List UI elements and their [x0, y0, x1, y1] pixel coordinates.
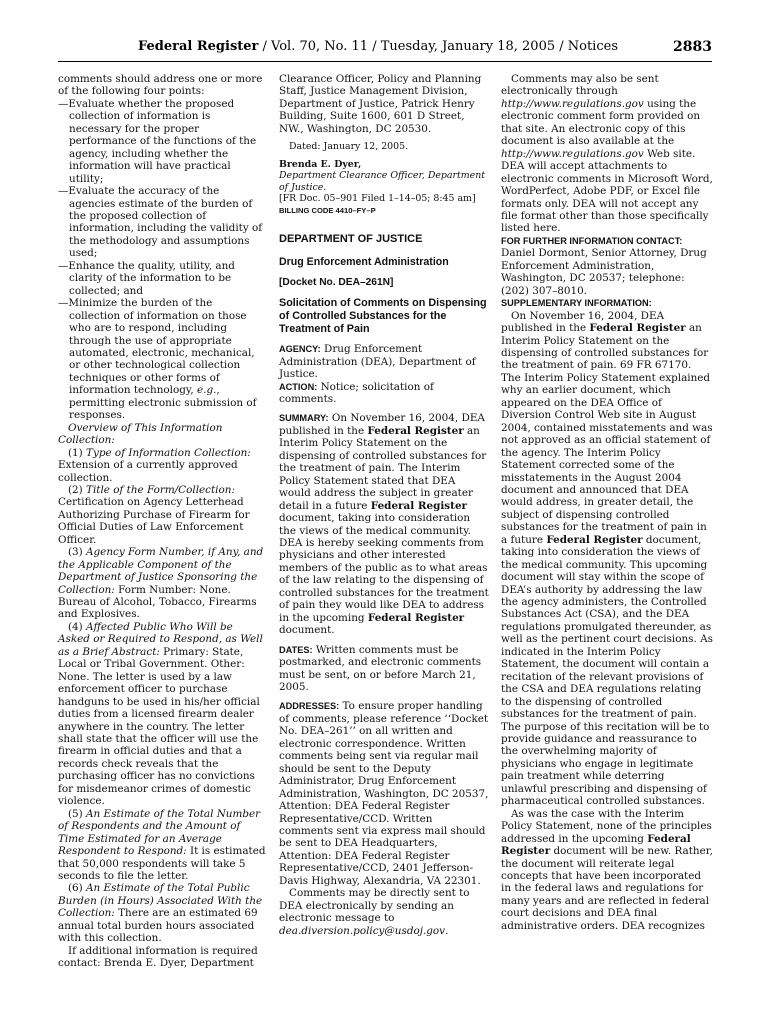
item-5 [58, 808, 266, 883]
item-3-text: Form Number: None. Bureau of Alcohol, Tobacco, Firearms and Explosives. [58, 583, 257, 621]
summary-text-a: On November 16, 2004, DEA published in the [279, 412, 485, 437]
item-5-label: An Estimate of the Total Number of Respondents and the Amount of Time Estimated for an Average Respondent to Respond: [58, 807, 261, 858]
dates-field [279, 644, 489, 694]
item-4-label: Affected Public Who Will be Asked or Required to Respond, as Well as a Brief Abstract: [58, 620, 263, 658]
federal-register-ref: Federal Register [546, 533, 643, 546]
intro-text: comments should address one or more of the following four points: [58, 73, 263, 98]
regulations-url: http://www.regulations.gov [501, 97, 644, 110]
item-3-label: Agency Form Number, if Any, and the Applicable Component of the Department of Justice Sponsoring the Collection: [58, 546, 264, 596]
action-field [279, 381, 489, 406]
bullet-3: —Enhance the quality, utility, and clarity of the information to be collected; and [58, 259, 235, 297]
header-rule [58, 61, 712, 62]
addresses-value: To ensure proper handling of comments, please reference ‘‘Docket No. DEA–261’’ on all written and electronic correspondence. Written comments being sent via regular mail should be sent to the Deputy Administrator, Drug Enforcement Administration, Washington, DC 20537, Attention: DEA Federal Register Representative/CCD. Written comments sent via express mail should be sent to DEA Headquarters, Attention: DEA Federal Register Representative/CCD, 2401 Jefferson-Davis Highway, Alexandria, VA 22301. [279, 700, 489, 887]
summary-text-d: document. [279, 624, 335, 637]
action-label: ACTION: [279, 381, 318, 392]
fr-doc-line: [FR Doc. 05–901 Filed 1–14–05; 8:45 am] [279, 193, 476, 205]
federal-register-ref: Federal Register [589, 322, 686, 335]
item-2-label: Title of the Form/Collection: [86, 483, 235, 496]
department-heading: DEPARTMENT OF JUSTICE [279, 233, 423, 246]
bullet-2: —Evaluate the accuracy of the agencies estimate of the burden of the proposed collection of information, including the validity of the methodology and assumptions used; [58, 185, 263, 260]
header-citation [58, 39, 618, 54]
bullet-4-text: —Minimize the burden of the collection of information on those who are to respond, including through the use of appropriate automated, electronic, mechanical, or other technological collection techniques or other forms of information technology, [58, 297, 255, 397]
item-1 [58, 447, 266, 484]
item-3-num: (3) [68, 546, 87, 559]
item-2-text: Certification on Agency Letterhead Authorizing Purchase of Firearm for Official Duties of Law Enforcement Officer. [58, 496, 250, 546]
bullet-4 [58, 297, 266, 422]
email-intro: Comments may be directly sent to DEA electronically by sending an electronic message to [279, 887, 470, 925]
final-text-b: document will be new. Rather, the document will reiterate legal concepts that have been incorporated in the federal laws and regulations for many years and are reflected in federal court decisions and DEA final administrative orders. DEA recognizes [501, 845, 713, 932]
action-value: Notice; solicitation of comments. [279, 380, 434, 406]
bullet-4-end: , permitting electronic submission of responses. [69, 384, 257, 422]
para1-text-b: using the electronic comment form provided on that site. An electronic copy of this document is also available at the [501, 97, 701, 148]
item-3 [58, 546, 266, 621]
column-1 [58, 73, 266, 970]
eg-abbrev: e.g. [197, 384, 217, 397]
agency-label: AGENCY: [279, 344, 321, 355]
item-6 [58, 882, 266, 944]
item-4 [58, 621, 266, 808]
dated-line: Dated: January 12, 2005. [289, 141, 409, 153]
dates-label: DATES: [279, 644, 313, 655]
item-4-text: Primary: State, Local or Tribal Government. Other: None. The letter is used by a law enforcement officer to purchase handguns to be used in his/her official duties from a licensed firearm dealer anywhere in the country. The letter shall state that the officer will use the firearm in official duties and that a records check reveals that the purchasing officer has no convictions for misdemeanor crimes of domestic violence. [58, 645, 260, 808]
contact-label: FOR FURTHER INFORMATION CONTACT: [501, 235, 683, 246]
column-2 [279, 73, 489, 937]
item-6-text: There are an estimated 69 annual total burden hours associated with this collection. [58, 907, 258, 945]
contact-text: Daniel Dormont, Senior Attorney, Drug Enforcement Administration, Washington, DC 20537; telephone: (202) 307–8010. [501, 247, 707, 297]
final-text-a: As was the case with the Interim Policy Statement, none of the principles addressed in the upcoming [501, 807, 712, 845]
federal-register-ref: Federal Register [501, 832, 691, 858]
page-number: 2883 [673, 39, 712, 55]
item-6-num: (6) [68, 882, 87, 895]
federal-register-ref: Federal Register [367, 611, 465, 624]
notice-title: Solicitation of Comments on Dispensing of Controlled Substances for the Treatment of Pain [279, 297, 487, 336]
item-2 [58, 484, 266, 546]
bullet-1: —Evaluate whether the proposed collection of information is necessary for the proper performance of the functions of the agency, including whether the information will have practical utility; [58, 97, 257, 185]
summary-text-c: document, taking into consideration the views of the medical community. DEA is hereby seeking comments from physicians and other interested members of the public as to what areas of the law relating to the dispensing of controlled substances for the treatment of pain they would like DEA to address in the upcoming [279, 512, 489, 624]
federal-register-ref: Federal Register [367, 424, 464, 437]
supp-text-a: On November 16, 2004, DEA published in the [501, 309, 665, 335]
closing-text: If additional information is required contact: Brenda E. Dyer, Department [58, 944, 258, 970]
item-4-num: (4) [68, 620, 87, 633]
para1-text-c: Web site. DEA will accept attachments to electronic comments in Microsoft Word, WordPerfect, Adobe PDF, or Excel file formats only. DEA will not accept any file format other than those specifically listed here. [501, 147, 713, 235]
issue-info: / Vol. 70, No. 11 / Tuesday, January 18, 2005 / Notices [258, 39, 618, 54]
summary-text-b: an Interim Policy Statement on the dispensing of controlled substances for the treatment of pain. The Interim Policy Statement stated that DEA would address the subject in greater detail in a future [279, 424, 487, 512]
overview-heading [58, 422, 266, 447]
email-end: . [445, 924, 449, 937]
item-2-num: (2) [68, 483, 87, 496]
contact-continuation: Clearance Officer, Policy and Planning Staff, Justice Management Division, Department of Justice, Patrick Henry Building, Suite 1600, 601 D Street, NW., Washington, DC 20530. [279, 73, 482, 135]
para1-text-a: Comments may also be sent electronically through [501, 73, 659, 98]
running-header [58, 39, 712, 59]
email-address: dea.diversion.policy@usdoj.gov [279, 924, 446, 937]
federal-register-ref: Federal Register [370, 499, 468, 512]
item-1-num: (1) [68, 446, 87, 459]
supplementary-paragraph [501, 310, 713, 808]
docket-number: [Docket No. DEA–261N] [279, 277, 394, 289]
item-6-label: An Estimate of the Total Public Burden (in Hours) Associated With the Collection: [58, 882, 263, 920]
agency-heading: Drug Enforcement Administration [279, 256, 449, 269]
signer-name-text: Brenda E. Dyer, [279, 158, 362, 170]
signer-name [279, 159, 489, 171]
addresses-field [279, 700, 489, 887]
supp-text-b: an Interim Policy Statement on the dispensing of controlled substances for the treatment of pain. 69 FR 67170. The Interim Policy Statement explained why an earlier document, which appeared on the DEA Office of Diversion Control Web site in August 2004, contained misstatements and was not approved as an official statement of the agency. The Interim Policy Statement corrected some of the misstatements in the August 2004 document and announced that DEA would address, in greater detail, the subject of dispensing controlled substances for the treatment of pain in a future [501, 322, 713, 546]
column-3 [501, 73, 713, 932]
final-paragraph [501, 808, 713, 933]
journal-name: Federal Register [137, 39, 259, 54]
overview-text: Overview of This Information Collection: [58, 421, 223, 447]
agency-value: Drug Enforcement Administration (DEA), Department of Justice. [279, 343, 476, 381]
dates-value: Written comments must be postmarked, and electronic comments must be sent, on or before March 21, 2005. [279, 643, 482, 693]
item-5-text: It is estimated that 50,000 respondents will take 5 seconds to file the letter. [58, 845, 266, 882]
summary-label: SUMMARY: [279, 413, 329, 424]
item-1-label: Type of Information Collection: [86, 446, 251, 459]
signer-title-text: Department Clearance Officer, Department of Justice. [279, 170, 486, 193]
regulations-url: http://www.regulations.gov [501, 147, 644, 160]
email-paragraph [279, 887, 489, 937]
signer-title [279, 170, 489, 193]
item-5-num: (5) [68, 807, 87, 820]
summary-field [279, 412, 489, 636]
supp-text-c: document, taking into consideration the views of the medical community. This upcoming document will stay within the scope of DEA’s authority by addressing the law the agency administers, the Controlled Substances Act (CSA), and the DEA regulations promulgated thereunder, as well as the pertinent court decisions. As indicated in the Interim Policy Statement, the document will contain a recitation of the relevant provisions of the CSA and DEA regulations relating to the dispensing of controlled substances for the treatment of pain. The purpose of this recitation will be to provide guidance and reassurance to the overwhelming majority of physicians who engage in legitimate pain treatment while deterring unlawful prescribing and dispensing of pharmaceutical controlled substances. [501, 533, 713, 808]
electronic-comments-paragraph [501, 73, 713, 235]
addresses-label: ADDRESSES: [279, 701, 340, 712]
supplementary-label: SUPPLEMENTARY INFORMATION: [501, 298, 652, 309]
billing-code: BILLING CODE 4410–FY–P [279, 205, 376, 215]
agency-field [279, 343, 489, 380]
item-1-text: Extension of a currently approved collection. [58, 459, 238, 484]
